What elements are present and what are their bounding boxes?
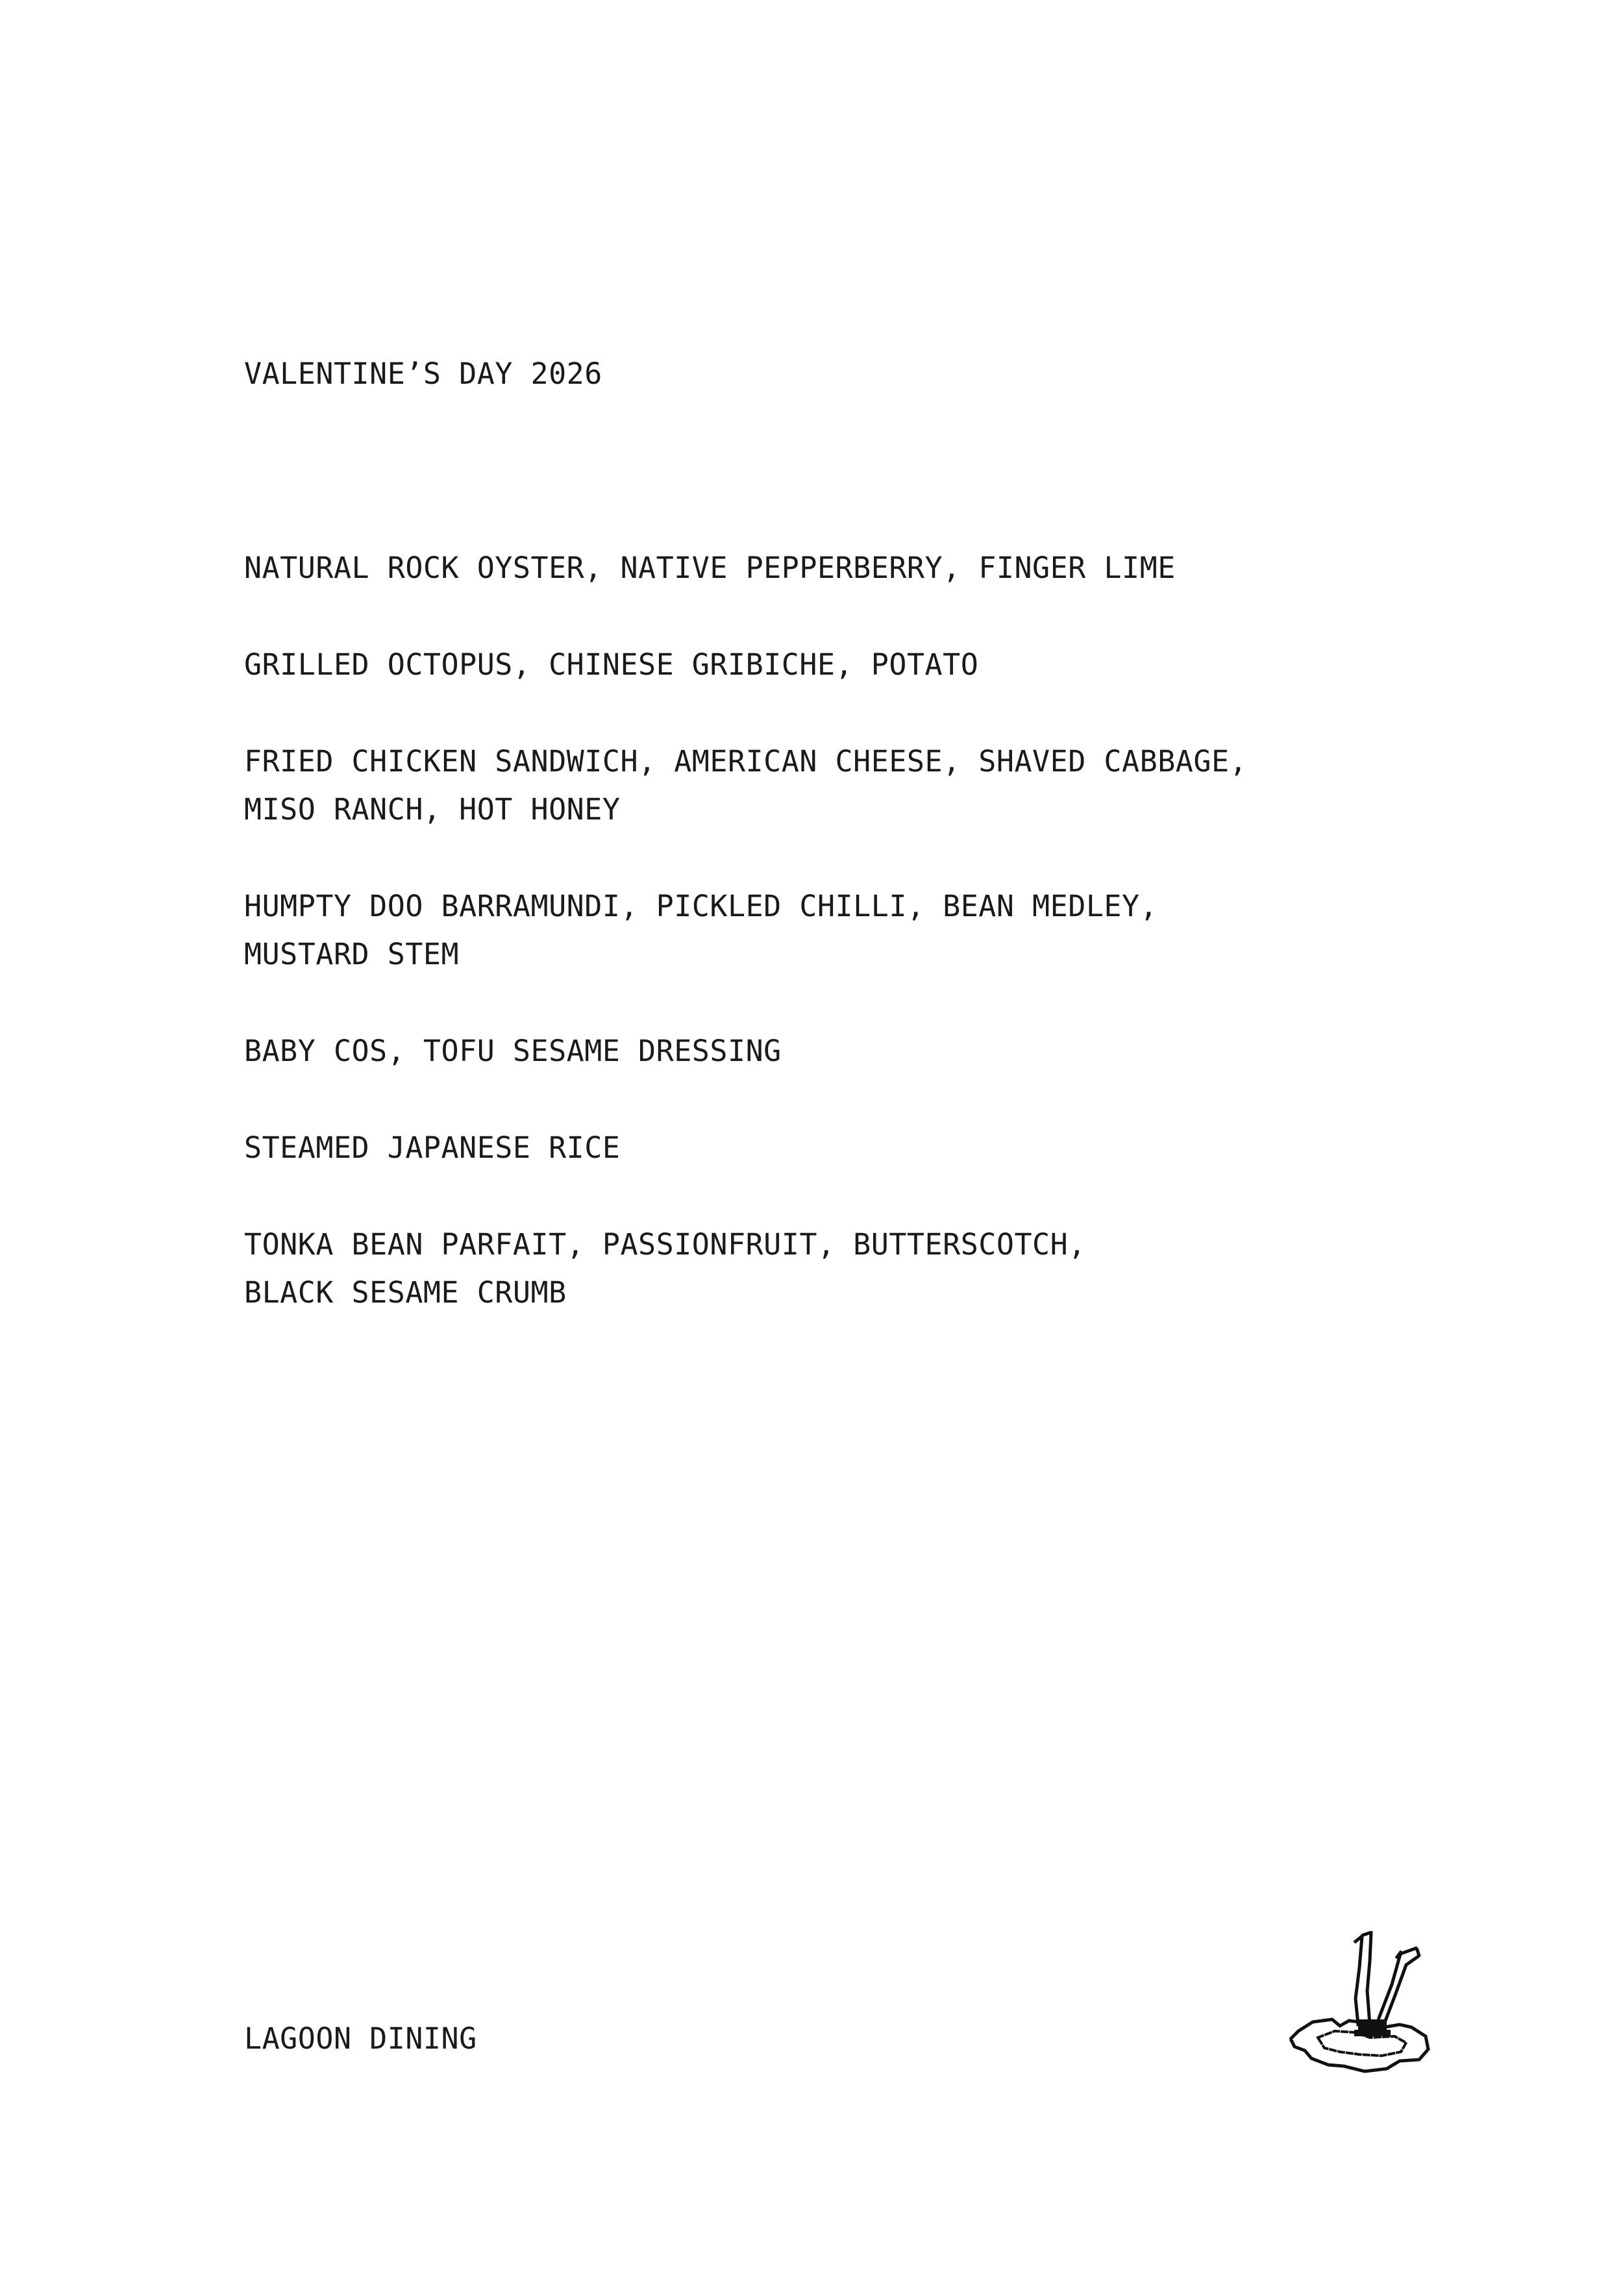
course-list — [244, 544, 1348, 1366]
course-item: GRILLED OCTOPUS, CHINESE GRIBICHE, POTATO — [244, 647, 979, 682]
course-item: BABY COS, TOFU SESAME DRESSING — [244, 1034, 782, 1068]
restaurant-name: LAGOON DINING — [244, 2021, 477, 2056]
course-item: TONKA BEAN PARFAIT, PASSIONFRUIT, BUTTERSCOTCH, BLACK SESAME CRUMB — [244, 1227, 1086, 1310]
menu-title: VALENTINE’S DAY 2026 — [244, 356, 602, 391]
course-item: FRIED CHICKEN SANDWICH, AMERICAN CHEESE, SHAVED CABBAGE, MISO RANCH, HOT HONEY — [244, 744, 1248, 827]
diver-in-puddle-icon — [1272, 1922, 1454, 2091]
course-item: STEAMED JAPANESE RICE — [244, 1130, 621, 1165]
course-item: HUMPTY DOO BARRAMUNDI, PICKLED CHILLI, BEAN MEDLEY, MUSTARD STEM — [244, 889, 1158, 971]
course-item: NATURAL ROCK OYSTER, NATIVE PEPPERBERRY, FINGER LIME — [244, 551, 1176, 585]
